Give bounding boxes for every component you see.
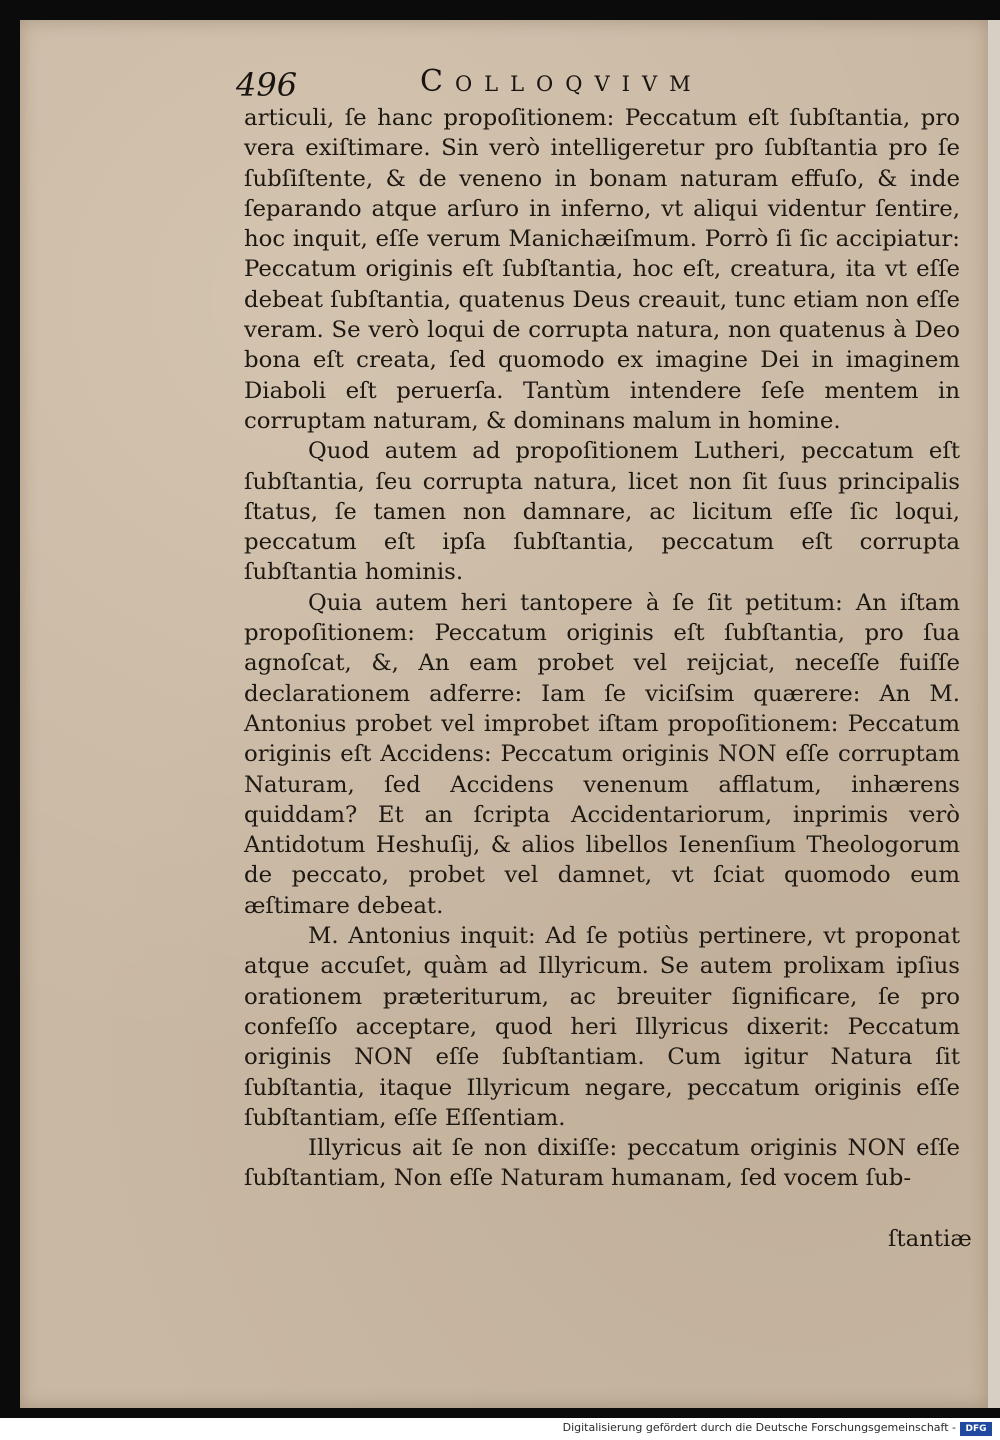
scan-edge-strip — [988, 20, 1000, 1408]
paragraph: articuli, ſe hanc propoſitionem: Peccatum eſt ſubſtantia, pro vera exiſtimare. Sin verò intelligeretur pro ſubſtantia pro ſe ſubſiſtente, & de veneno in bonam naturam effuſo, & inde ſeparando atque arſuro in inferno, vt aliqui videntur ſentire, hoc inquit, eſſe verum Manichæiſmum. Porrò ſi ſic accipiatur: Peccatum originis eſt ſubſtantia, hoc eſt, creatura, ita vt eſſe debeat ſubſtantia, quatenus Deus creauit, tunc etiam non eſſe veram. Se verò loqui de corrupta natura, non quatenus à Deo bona eſt creata, ſed quomodo ex imagine Dei in imaginem Diaboli eſt peruerſa. Tantùm intendere ſeſe mentem in corruptam naturam, & dominans malum in homine. — [244, 105, 960, 434]
page-number: 496 — [236, 66, 298, 104]
running-title: Colloqvivm — [420, 64, 703, 99]
dfg-logo: DFG — [960, 1422, 992, 1436]
paragraph: M. Antonius inquit: Ad ſe potiùs pertinere, vt proponat atque accuſet, quàm ad Illyricum. Se autem prolixam ipſius orationem præteriturum, ac breuiter ſignificare, ſe pro confeſſo acceptare, quod heri Illyricus dixerit: Peccatum originis NON eſſe ſubſtantiam. Cum igitur Natura ſit ſubſtantia, itaque Illyricum negare, peccatum originis eſſe ſubſtantiam, eſſe Eſſentiam. — [244, 923, 960, 1131]
paragraph: Illyricus ait ſe non dixiſſe: peccatum originis NON eſſe ſubſtantiam, Non eſſe Naturam humanam, ſed vocem ſub- — [244, 1135, 960, 1192]
paragraph: Quia autem heri tantopere à ſe ſit petitum: An iſtam propoſitionem: Peccatum originis eſt ſubſtantia, pro ſua agnoſcat, &, An eam probet vel reijciat, neceſſe fuiſſe declarationem adferre: Iam ſe viciſsim quærere: An M. Antonius probet vel improbet iſtam propoſitionem: Peccatum originis eſt Accidens: Peccatum originis NON eſſe corruptam Naturam, ſed Accidens venenum afflatum, inhærens quiddam? Et an ſcripta Accidentariorum, inprimis verò Antidotum Heshuſij, & alios libellos Ienenſium Theologorum de peccato, probet vel damnet, vt ſciat quomodo eum æſtimare debeat. — [244, 589, 960, 919]
paragraph: Quod autem ad propoſitionem Lutheri, peccatum eſt ſubſtantia, ſeu corrupta natura, licet non ſit ſuus principalis ſtatus, ſe tamen non damnare, ac licitum eſſe ſic loqui, peccatum eſt ipſa ſubſtantia, peccatum eſt corrupta ſubſtantia hominis. — [244, 438, 960, 586]
text-block — [244, 103, 960, 1194]
digitization-credit: Digitalisierung gefördert durch die Deutsche Forschungsgemeinschaft - — [562, 1421, 956, 1434]
catchword: ſtantiæ — [888, 1226, 972, 1252]
running-head — [0, 58, 1000, 108]
